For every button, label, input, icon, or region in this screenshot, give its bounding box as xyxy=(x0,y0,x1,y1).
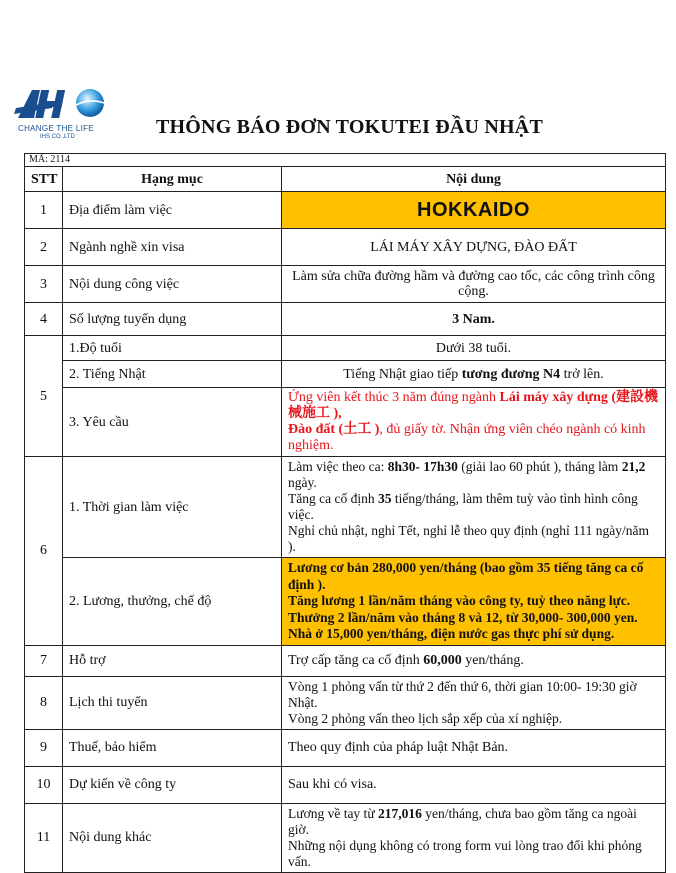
work-location-value: HOKKAIDO xyxy=(282,192,666,229)
header-content: Nội dung xyxy=(282,167,666,192)
exam-schedule-value: Vòng 1 phỏng vấn từ thứ 2 đến thứ 6, thời gian 10:00- 19:30 giờ Nhật. Vòng 2 phỏng vấn theo lịch sắp xếp của xí nghiệp. xyxy=(282,676,666,729)
row-label: 1.Độ tuổi xyxy=(63,336,282,361)
row-number: 11 xyxy=(25,803,63,872)
support-value: Trợ cấp tăng ca cố định 60,000 yen/tháng. xyxy=(282,645,666,676)
tax-insurance-value: Theo quy định của pháp luật Nhật Bản. xyxy=(282,729,666,766)
table-row xyxy=(25,192,666,229)
table-row xyxy=(25,676,666,729)
table-row xyxy=(25,645,666,676)
table-row xyxy=(25,558,666,646)
row-label: 2. Lương, thưởng, chế độ xyxy=(63,558,282,646)
row-number: 2 xyxy=(25,229,63,266)
header-stt: STT xyxy=(25,167,63,192)
japanese-value: Tiếng Nhật giao tiếp tương đương N4 trở lên. xyxy=(282,361,666,388)
row-number: 1 xyxy=(25,192,63,229)
visa-field-value: LÁI MÁY XÂY DỰNG, ĐÀO ĐẤT xyxy=(282,229,666,266)
table-row xyxy=(25,729,666,766)
job-info-table xyxy=(24,153,666,873)
row-number: 7 xyxy=(25,645,63,676)
row-number: 5 xyxy=(25,336,63,457)
job-code: MÃ: 2114 xyxy=(25,154,666,167)
row-label: Thuế, bảo hiểm xyxy=(63,729,282,766)
row-label: 3. Yêu cầu xyxy=(63,388,282,457)
row-label: Nội dung khác xyxy=(63,803,282,872)
table-row xyxy=(25,336,666,361)
header-category: Hạng mục xyxy=(63,167,282,192)
working-time-value: Làm việc theo ca: 8h30- 17h30 (giải lao 60 phút ), tháng làm 21,2 ngày. Tăng ca cố định 35 tiếng/tháng, làm thêm tuỳ vào tình hình công việc. Nghỉ chủ nhật, nghỉ Tết, nghỉ lễ theo quy định (nghỉ 111 ngày/năm ). xyxy=(282,457,666,558)
row-number: 4 xyxy=(25,303,63,336)
row-number: 10 xyxy=(25,766,63,803)
company-logo xyxy=(14,86,114,146)
row-label: Số lượng tuyển dụng xyxy=(63,303,282,336)
other-content-value: Lương về tay từ 217,016 yen/tháng, chưa bao gồm tăng ca ngoài giờ. Những nội dụng không có trong form vui lòng trao đổi khi phỏng vấn. xyxy=(282,803,666,872)
row-label: 1. Thời gian làm việc xyxy=(63,457,282,558)
row-label: Ngành nghề xin visa xyxy=(63,229,282,266)
row-label: Hỗ trợ xyxy=(63,645,282,676)
logo-tagline: CHANGE THE LIFE xyxy=(18,124,94,133)
table-row xyxy=(25,766,666,803)
table-header-row xyxy=(25,167,666,192)
table-row xyxy=(25,457,666,558)
table-row xyxy=(25,361,666,388)
row-label: 2. Tiếng Nhật xyxy=(63,361,282,388)
table-row xyxy=(25,229,666,266)
age-value: Dưới 38 tuổi. xyxy=(282,336,666,361)
row-number: 6 xyxy=(25,457,63,646)
expected-start-value: Sau khi có visa. xyxy=(282,766,666,803)
job-description-value: Làm sửa chữa đường hầm và đường cao tốc, các công trình công cộng. xyxy=(282,266,666,303)
requirement-value: Ứng viên kết thúc 3 năm đúng ngành Lái máy xây dựng (建設機械施工 ), Đào đất (土工 ), đủ giấy tờ. Nhận ứng viên chéo ngành có kinh nghiệm. xyxy=(282,388,666,457)
row-label: Địa điểm làm việc xyxy=(63,192,282,229)
logo-mark xyxy=(14,86,110,124)
table-row xyxy=(25,266,666,303)
row-number: 3 xyxy=(25,266,63,303)
page-title: THÔNG BÁO ĐƠN TOKUTEI ĐẦU NHẬT xyxy=(156,116,543,138)
table-row xyxy=(25,388,666,457)
row-label: Dự kiến về công ty xyxy=(63,766,282,803)
table-row xyxy=(25,803,666,872)
logo-company: IHS CO.,LTD xyxy=(40,134,75,140)
row-label: Lịch thi tuyển xyxy=(63,676,282,729)
row-number: 9 xyxy=(25,729,63,766)
row-label: Nội dung công việc xyxy=(63,266,282,303)
row-number: 8 xyxy=(25,676,63,729)
salary-value: Lương cơ bản 280,000 yen/tháng (bao gồm 35 tiếng tăng ca cố định ). Tăng lương 1 lần/năm tháng vào công ty, tuỳ theo năng lực. Thưởng 2 lần/năm vào tháng 8 và 12, từ 30,000- 300,000 yen. Nhà ở 15,000 yen/tháng, điện nước gas thực phí sử dụng. xyxy=(282,558,666,646)
table-row xyxy=(25,303,666,336)
recruit-count-value: 3 Nam. xyxy=(282,303,666,336)
